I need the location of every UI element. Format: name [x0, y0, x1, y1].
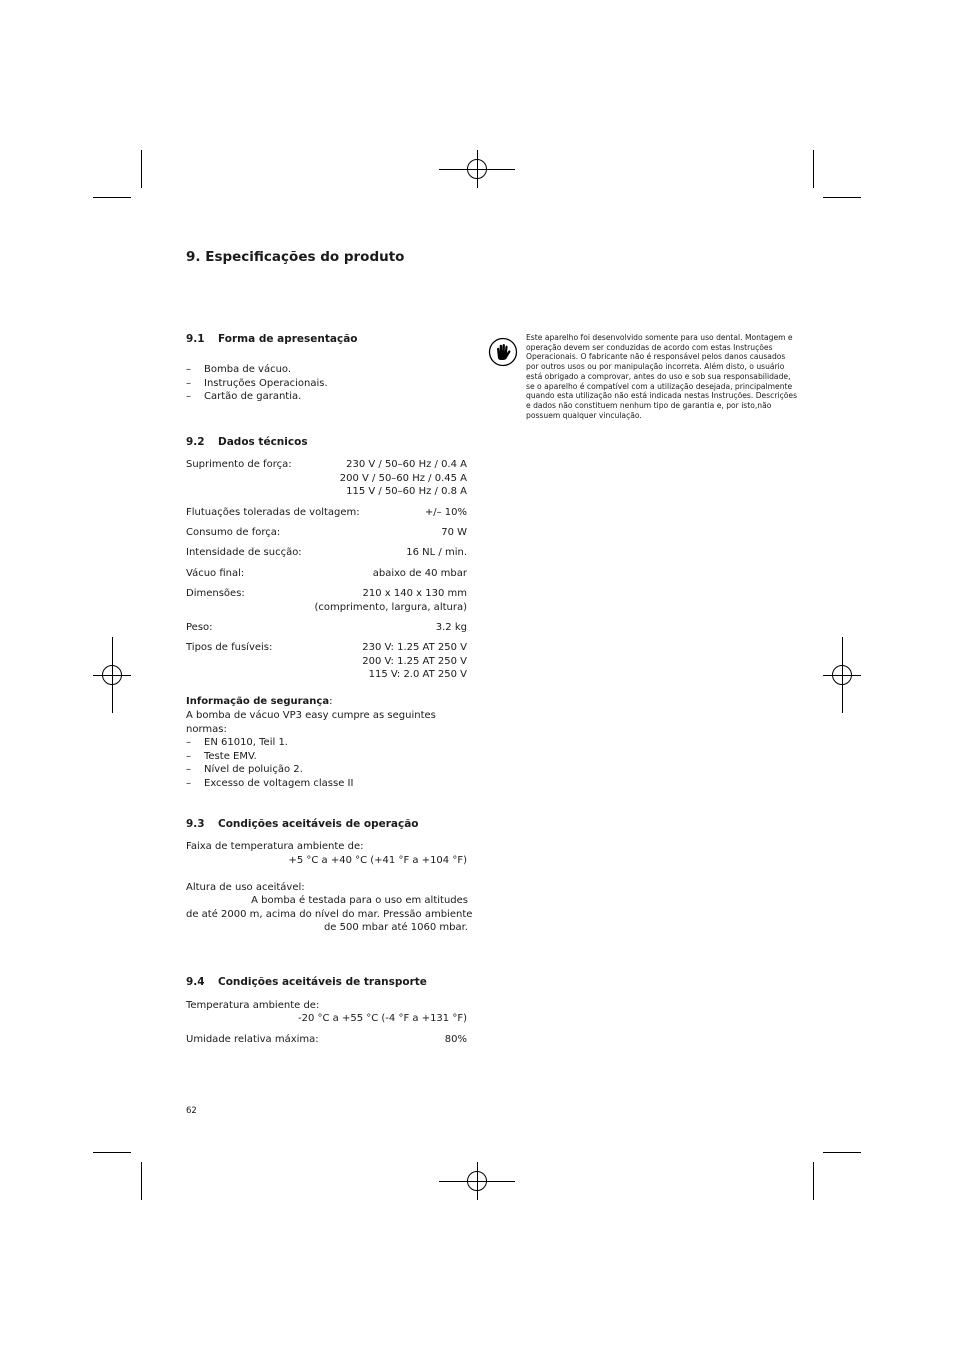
spec-row-voltage-fluctuation [186, 506, 467, 520]
section-heading-9-1 [186, 333, 358, 345]
hand-stop-icon [488, 337, 518, 367]
spec-label: Suprimento de força: [186, 459, 292, 470]
page-title: 9. Especificações do produto [186, 249, 405, 265]
spec-row-fuse-types [186, 641, 467, 682]
section-heading-9-3 [186, 818, 419, 830]
list-item: – Excesso de voltagem classe II [186, 777, 354, 789]
spec-row-power-consumption [186, 526, 467, 540]
spec-row-final-vacuum [186, 567, 467, 581]
spec-label: Consumo de força: [186, 527, 281, 538]
safety-info-title: Informação de segurança: [186, 696, 333, 707]
spec-row-weight [186, 621, 467, 635]
transport-temp-label: Temperatura ambiente de: [186, 1000, 320, 1011]
spec-value: 70 W [441, 527, 467, 538]
list-item: – Nível de poluição 2. [186, 764, 303, 776]
list-item: – Instruções Operacionais. [186, 377, 328, 389]
safety-standards-list [186, 736, 353, 790]
section-title: Condições aceitáveis de operação [218, 818, 419, 830]
delivery-contents-list [186, 363, 328, 404]
spec-label: Dimensões: [186, 588, 245, 599]
section-number: 9.4 [186, 976, 205, 988]
transport-temp-value: -20 °C a +55 °C (-4 °F a +131 °F) [297, 1013, 467, 1024]
section-heading-9-2 [186, 436, 308, 448]
altitude-label: Altura de uso aceitável: [186, 882, 305, 893]
safety-info-text: A bomba de vácuo VP3 easy cumpre as seguintes normas: [186, 710, 436, 735]
spec-value: 210 x 140 x 130 mm (comprimento, largura, altura) [314, 588, 467, 613]
spec-label: Umidade relativa máxima: [186, 1034, 319, 1045]
spec-label: Vácuo final: [186, 568, 245, 579]
operating-temp-label: Faixa de temperatura ambiente de: [186, 841, 364, 852]
spec-row-humidity [186, 1033, 467, 1047]
section-heading-9-4 [186, 976, 427, 988]
list-item: – Teste EMV. [186, 750, 257, 762]
operating-temp-value: +5 °C a +40 °C (+41 °F a +104 °F) [288, 855, 467, 866]
altitude-text: A bomba é testada para o uso em altitudes de até 2000 m, acima do nível do mar. Pressão ambiente de 500 mbar até 1060 mbar. [186, 895, 473, 934]
section-number: 9.1 [186, 333, 205, 345]
spec-label: Flutuações toleradas de voltagem: [186, 507, 360, 518]
page-number: 62 [186, 1106, 197, 1116]
section-number: 9.2 [186, 436, 205, 448]
spec-value: 230 V: 1.25 AT 250 V 200 V: 1.25 AT 250 V 115 V: 2.0 AT 250 V [362, 642, 467, 681]
spec-row-suction-intensity [186, 546, 467, 560]
spec-value: abaixo de 40 mbar [372, 568, 467, 579]
spec-value: 16 NL / min. [406, 547, 467, 558]
spec-label: Tipos de fusíveis: [186, 642, 273, 653]
spec-value: 3.2 kg [435, 622, 467, 633]
list-item: – Bomba de vácuo. [186, 364, 292, 375]
spec-value: +/– 10% [424, 507, 467, 518]
list-item: – Cartão de garantia. [186, 391, 302, 403]
spec-value: 80% [444, 1034, 467, 1045]
spec-row-power-supply [186, 458, 467, 499]
list-item: – EN 61010, Teil 1. [186, 737, 288, 748]
section-title: Forma de apresentação [218, 333, 358, 345]
spec-label: Peso: [186, 622, 213, 633]
spec-value: 230 V / 50–60 Hz / 0.4 A 200 V / 50–60 Hz / 0.45 A 115 V / 50–60 Hz / 0.8 A [339, 459, 467, 498]
intended-use-notice: Este aparelho foi desenvolvido somente para uso dental. Montagem e operação devem ser conduzidas de acordo com estas Instruções Operacionais. O fabricante não é responsável pelos danos causados por outros usos ou por manipulação incorreta. Além disto, o usuário está obrigado a comprovar, antes do uso e sob sua responsabilidade, se o aparelho é compatível com a utilização desejada, principalmente quando esta utilização não está indicada nestas Instruções. Descrições e dados não constituem nenhum tipo de garantia e, por isto,não possuem qualquer vinculação. [526, 333, 798, 420]
spec-row-dimensions [186, 587, 467, 615]
section-title: Dados técnicos [218, 436, 308, 448]
section-title: Condições aceitáveis de transporte [218, 976, 427, 988]
section-number: 9.3 [186, 818, 205, 830]
spec-label: Intensidade de sucção: [186, 547, 302, 558]
